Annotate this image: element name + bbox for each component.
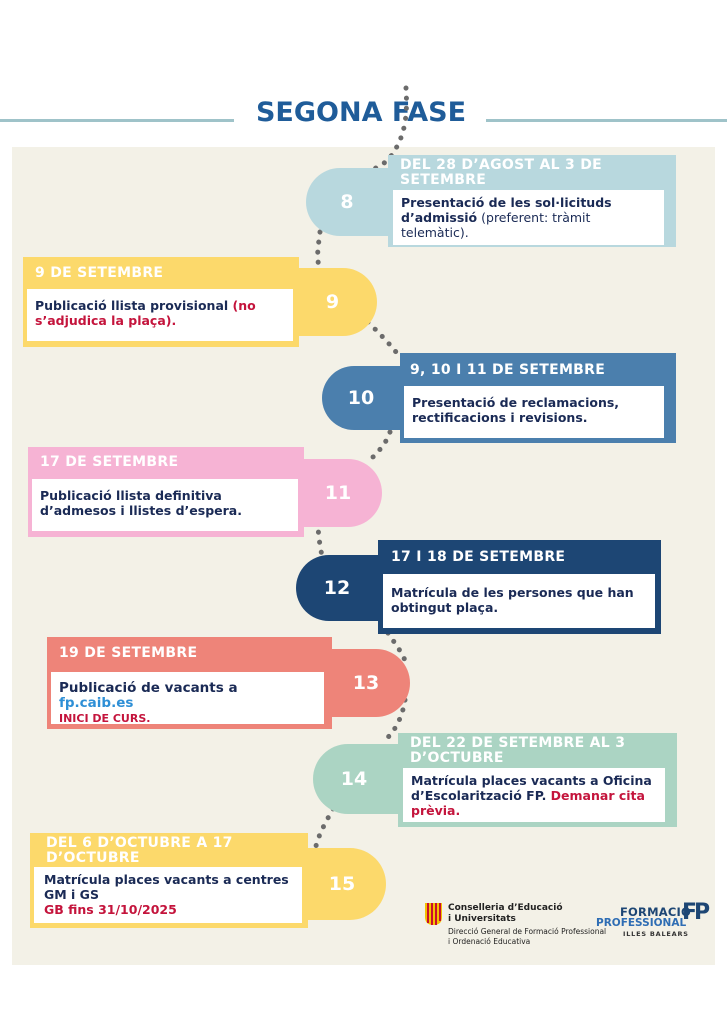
step-10-number: 10 [322,366,414,430]
step-11-description: Publicació llista definitiva d’admesos i llistes d’espera. [32,479,298,531]
step-13-number: 13 [326,649,410,717]
direccio-general-line2: i Ordenació Educativa [448,937,531,946]
page-title: SEGONA FASE [255,97,467,128]
step-12-date: 17 I 18 DE SETEMBRE [391,549,566,565]
fp-logo-line2: PROFESSIONAL [596,917,687,929]
step-15-number: 15 [302,848,386,920]
fp-logo-line1: FORMACIÓ [620,905,691,919]
balearic-shield-icon [425,903,442,925]
step-8-number: 8 [306,168,406,236]
fp-logo-line3: ILLES BALEARS [623,930,689,938]
step-9-date: 9 DE SETEMBRE [35,265,164,281]
step-15-date: DEL 6 D’OCTUBRE A 17 D’OCTUBRE [46,835,233,866]
step-9-number: 9 [294,268,377,336]
step-11-date: 17 DE SETEMBRE [40,454,179,470]
fp-caib-link[interactable]: fp.caib.es [59,695,134,711]
step-10-description: Presentació de reclamacions, rectificacions i revisions. [404,386,664,438]
step-8-description: Presentació de les sol·licituds d’admissió (preferent: tràmit telemàtic). [393,190,664,245]
step-14-date: DEL 22 DE SETEMBRE AL 3 D’OCTUBRE [410,735,626,766]
step-13-description: Publicació de vacants a fp.caib.es INICI DE CURS. [51,672,324,724]
step-12-number: 12 [296,555,396,621]
step-14-number: 14 [313,744,413,814]
fp-logo-mark: FP [682,900,708,925]
step-10-date: 9, 10 I 11 DE SETEMBRE [410,362,606,378]
conselleria-name-line1: Conselleria d’Educació [448,903,563,913]
conselleria-name-line2: i Universitats [448,914,516,924]
step-9-description: Publicació llista provisional (no s’adjudica la plaça). [27,289,293,341]
step-15-description: Matrícula places vacants a centres GM i GS GB fins 31/10/2025 [34,867,302,923]
direccio-general-line1: Direcció General de Formació Professional [448,927,607,936]
step-12-description: Matrícula de les persones que han obtingut plaça. [383,574,655,628]
step-8-date: DEL 28 D’AGOST AL 3 DE SETEMBRE [400,157,603,188]
step-14-description: Matrícula places vacants a Oficina d’Escolarització FP. Demanar cita prèvia. [403,768,665,822]
step-13-date: 19 DE SETEMBRE [59,645,198,661]
step-11-number: 11 [298,459,382,527]
